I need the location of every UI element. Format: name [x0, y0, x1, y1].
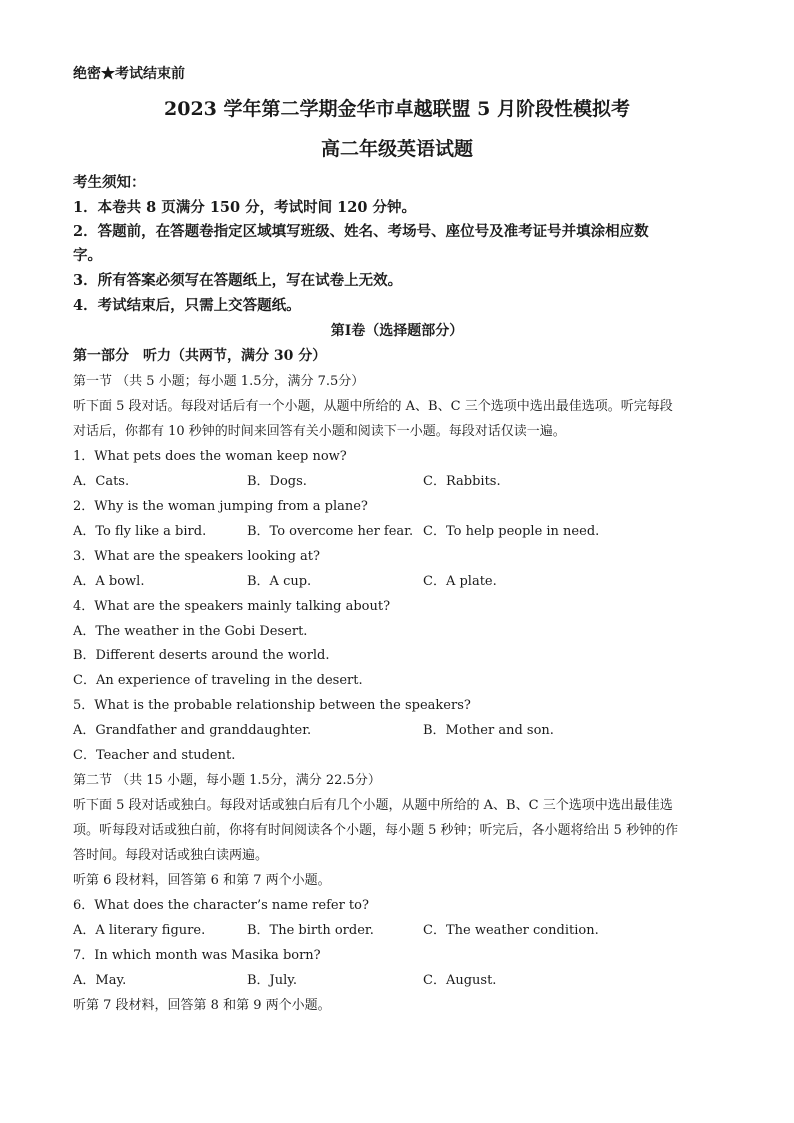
question-7-option-a: A．May. — [73, 973, 127, 988]
question-4-option-a: A．The weather in the Gobi Desert. — [73, 624, 308, 639]
question-4-option-b: B．Different deserts around the world. — [73, 648, 330, 663]
notice-heading: 考生须知： — [73, 174, 146, 191]
notice-item-2-line-1: 2．答题前，在答题卷指定区域填写班级、姓名、考场号、座位号及准考证号并填涂相应数 — [73, 223, 649, 240]
part1-heading: 第一部分 听力（共两节，满分 30 分） — [73, 348, 327, 364]
notice-item-2-line-2: 字。 — [73, 247, 102, 264]
question-6-option-c: C．The weather condition. — [423, 923, 599, 938]
question-5-option-a: A．Grandfather and granddaughter. — [73, 723, 312, 738]
question-3-option-c: C．A plate. — [423, 574, 497, 589]
question-7: 7．In which month was Masika born? — [73, 948, 321, 963]
question-5: 5．What is the probable relationship between the speakers? — [73, 698, 471, 713]
question-6: 6．What does the character’s name refer to? — [73, 898, 369, 913]
question-5-option-c: C．Teacher and student. — [73, 748, 236, 763]
question-2-option-b: B．To overcome her fear. — [247, 524, 414, 539]
exam-subtitle: 高二年级英语试题 — [320, 138, 473, 160]
question-6-option-a: A．A literary figure. — [73, 923, 206, 938]
question-1: 1．What pets does the woman keep now? — [73, 449, 347, 464]
question-3-option-a: A．A bowl. — [73, 574, 145, 589]
volume-heading: 第Ⅰ卷（选择题部分） — [330, 323, 464, 339]
section2-instructions-line-3: 答时间。每段对话或独白读两遍。 — [73, 848, 269, 863]
section2-instructions-line-2: 项。听每段对话或独白前，你将有时间阅读各个小题，每小题 5 秒钟；听完后，各小题将给出 5 秒钟的作 — [73, 823, 679, 838]
material-7-instruction: 听第 7 段材料，回答第 8 和第 9 两个小题。 — [73, 998, 331, 1013]
question-1-option-b: B．Dogs. — [247, 474, 307, 489]
section1-heading: 第一节 （共 5 小题；每小题 1.5分，满分 7.5分） — [73, 374, 365, 389]
confidential-label: 绝密★考试结束前 — [73, 66, 185, 82]
notice-item-4: 4．考试结束后，只需上交答题纸。 — [73, 297, 301, 314]
question-3: 3．What are the speakers looking at? — [73, 549, 320, 564]
question-2: 2．Why is the woman jumping from a plane? — [73, 499, 368, 514]
question-3-option-b: B．A cup. — [247, 574, 312, 589]
question-4: 4．What are the speakers mainly talking about? — [73, 599, 391, 614]
question-2-option-a: A．To fly like a bird. — [73, 524, 207, 539]
notice-item-3: 3．所有答案必须写在答题纸上，写在试卷上无效。 — [73, 272, 403, 289]
notice-item-1: 1．本卷共 8 页满分 150 分，考试时间 120 分钟。 — [73, 199, 416, 216]
question-5-option-b: B．Mother and son. — [423, 723, 554, 738]
question-1-option-a: A．Cats. — [73, 474, 130, 489]
question-6-option-b: B．The birth order. — [247, 923, 374, 938]
material-6-instruction: 听第 6 段材料，回答第 6 和第 7 两个小题。 — [73, 873, 331, 888]
section1-instructions-line-2: 对话后，你都有 10 秒钟的时间来回答有关小题和阅读下一小题。每段对话仅读一遍。 — [73, 424, 566, 439]
question-1-option-c: C．Rabbits. — [423, 474, 501, 489]
section2-heading: 第二节 （共 15 小题，每小题 1.5分，满分 22.5分） — [73, 773, 381, 788]
question-2-option-c: C．To help people in need. — [423, 524, 600, 539]
exam-title: 2023 学年第二学期金华市卓越联盟 5 月阶段性模拟考 — [164, 98, 630, 120]
section1-instructions-line-1: 听下面 5 段对话。每段对话后有一个小题，从题中所给的 A、B、C 三个选项中选出最佳选项。听完每段 — [73, 399, 673, 414]
question-7-option-c: C．August. — [423, 973, 497, 988]
question-4-option-c: C．An experience of traveling in the desert. — [73, 673, 363, 688]
question-7-option-b: B．July. — [247, 973, 298, 988]
section2-instructions-line-1: 听下面 5 段对话或独白。每段对话或独白后有几个小题，从题中所给的 A、B、C 三个选项中选出最佳选 — [73, 798, 673, 813]
